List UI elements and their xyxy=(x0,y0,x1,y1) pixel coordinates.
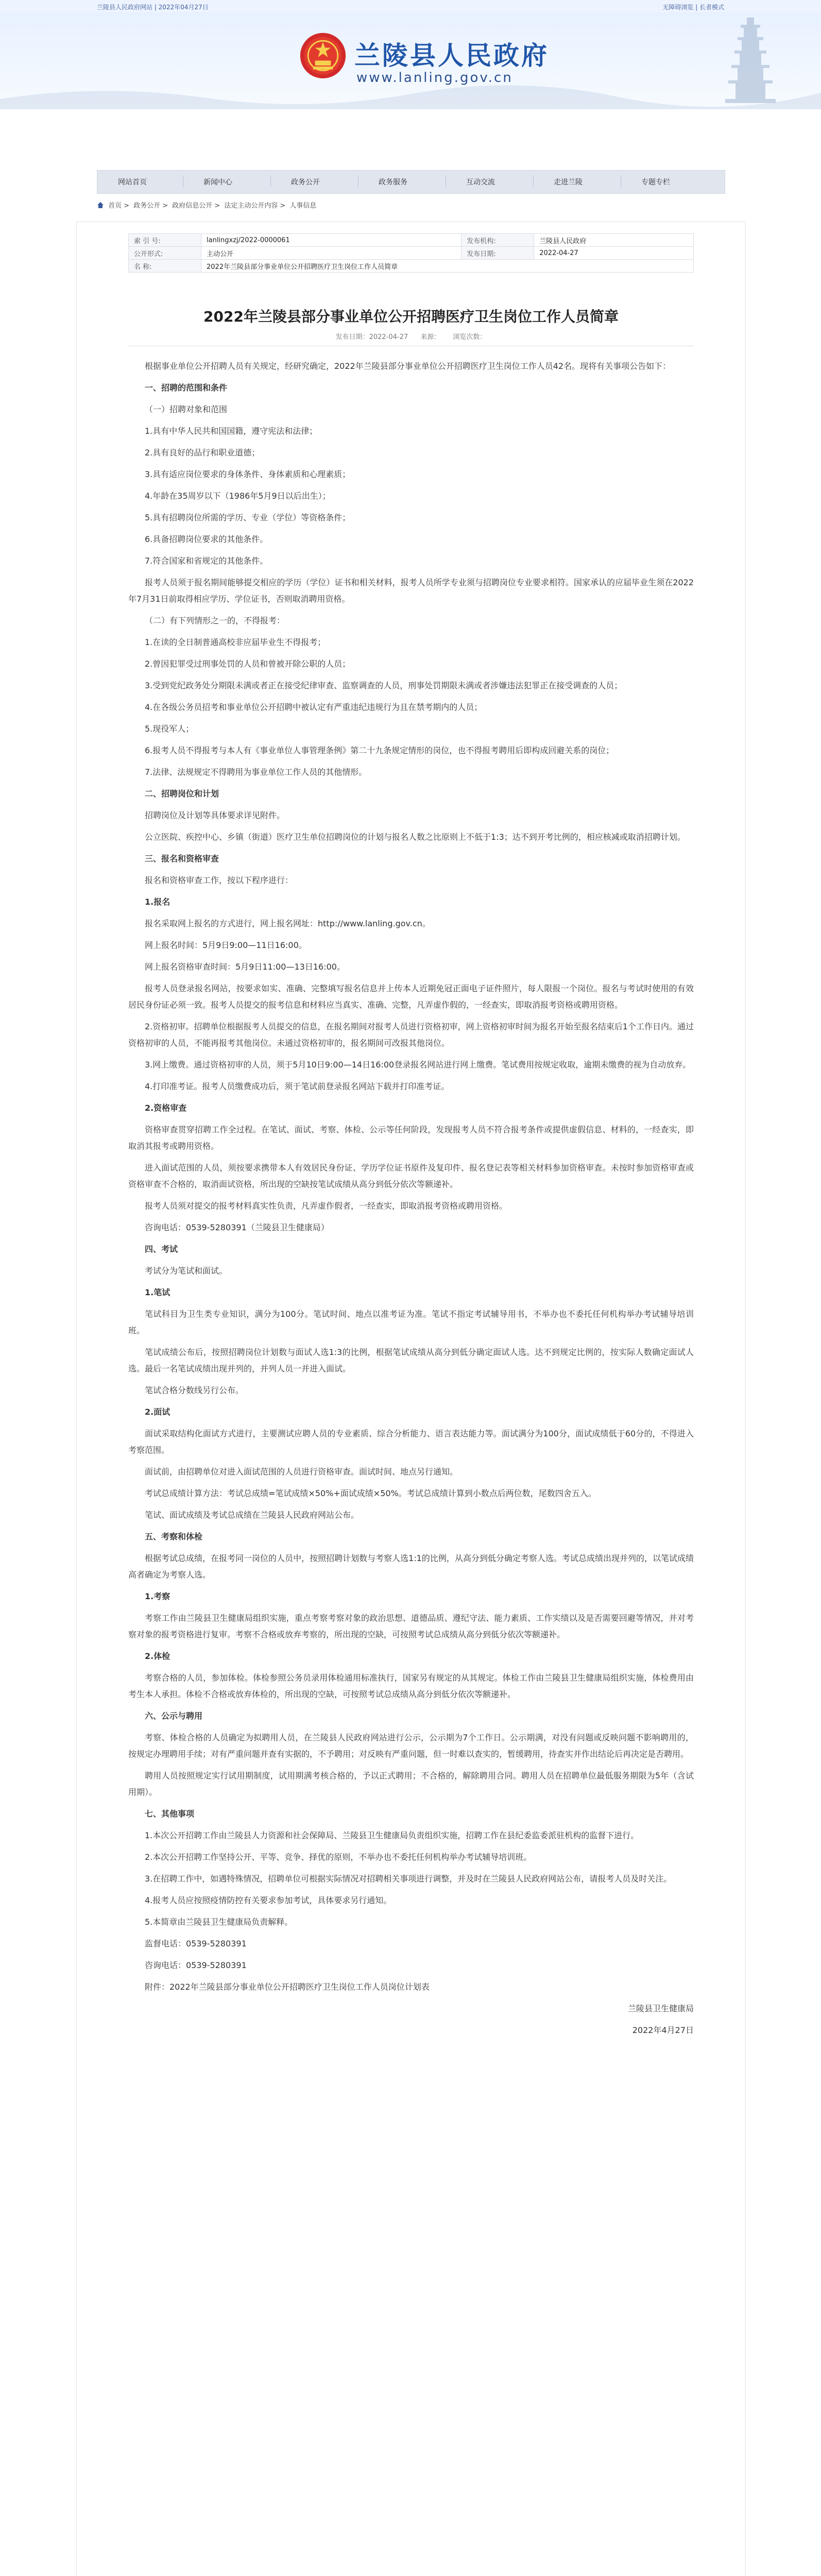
body-paragraph: 4.年龄在35周岁以下（1986年5月9日以后出生）； xyxy=(145,491,331,501)
body-paragraph: 3.具有适应岗位要求的身体条件、身体素质和心理素质； xyxy=(145,469,351,479)
meta-table xyxy=(128,233,694,273)
body-paragraph: 3.受到党纪政务处分期限未满或者正在接受纪律审查、监察调查的人员，刑事处罚期限未满或者涉嫌违法犯罪正在接受调查的人员； xyxy=(145,681,623,690)
nav-item-interaction[interactable]: 互动交流 xyxy=(466,178,495,187)
body-paragraph: 网上报名时间：5月9日9:00—11日16:00。 xyxy=(145,940,307,950)
meta-row xyxy=(129,234,694,247)
meta-key: 名 称: xyxy=(129,260,201,273)
nav-separator xyxy=(533,176,534,187)
body-paragraph: 3.网上缴费。通过资格初审的人员，须于5月10日9:00—14日16:00登录报名网站进行网上缴费。笔试费用按规定收取，逾期未缴费的视为自动放弃。 xyxy=(145,1060,691,1070)
body-paragraph: 面试采取结构化面试方式进行，主要测试应聘人员的专业素质、综合分析能力、语言表达能力等。面试满分为100分，面试成绩低于60分的，不得进入考察范围。 xyxy=(128,1429,694,1455)
body-paragraph: 2.曾因犯罪受过刑事处罚的人员和曾被开除公职的人员； xyxy=(145,659,351,669)
section-heading: 2.体检 xyxy=(145,1651,170,1661)
body-paragraph: 笔试、面试成绩及考试总成绩在兰陵县人民政府网站公布。 xyxy=(145,1510,360,1520)
body-paragraph: 报名采取网上报名的方式进行，网上报名网址：http://www.lanling.gov.cn。 xyxy=(145,919,431,928)
meta-value: 兰陵县人民政府 xyxy=(534,234,694,247)
breadcrumb-item[interactable]: 法定主动公开内容 xyxy=(224,202,278,210)
body-paragraph: 根据考试总成绩，在报考同一岗位的人员中，按照招聘计划数与考察人选1:1的比例，从高分到低分确定考察人选。考试总成绩出现并列的，以笔试成绩高者确定为考察人选。 xyxy=(128,1553,694,1580)
body-paragraph: 报考人员登录报名网站，按要求如实、准确、完整填写报名信息并上传本人近期免冠正面电子证件照片，每人限报一个岗位。报名与考试时使用的有效居民身份证必须一致。报考人员提交的报考信息和材料应当真实、准确、完整，凡弄虚作假的，一经查实，即取消报考资格或聘用资格。 xyxy=(128,984,694,1010)
meta-value: 主动公开 xyxy=(201,247,461,260)
article-source: 来源： xyxy=(420,333,441,341)
body-paragraph: 4.在各级公务员招考和事业单位公开招聘中被认定有严重违纪违规行为且在禁考期内的人员； xyxy=(145,702,483,712)
meta-key: 发布机构: xyxy=(461,234,534,247)
body-paragraph: 考察工作由兰陵县卫生健康局组织实施，重点考察考察对象的政治思想、道德品质、遵纪守法、能力素质、工作实绩以及是否需要回避等情况，并对考察对象的报考资格进行复审。考察不合格或放弃考察的，所出现的空缺，可按照考试总成绩从高分到低分依次等额递补。 xyxy=(128,1613,694,1639)
breadcrumb: 首页 > 政务公开 > 政府信息公开 > 法定主动公开内容 > 人事信息 xyxy=(97,200,724,213)
section-heading: 1.笔试 xyxy=(145,1287,170,1297)
body-paragraph: 咨询电话：0539-5280391（兰陵县卫生健康局） xyxy=(145,1223,329,1232)
body-paragraph: 2.本次公开招聘工作坚持公开、平等、竞争、择优的原则，不举办也不委托任何机构举办考试辅导培训班。 xyxy=(145,1852,532,1862)
article-info xyxy=(77,331,745,341)
meta-row xyxy=(129,247,694,260)
body-paragraph: 面试前，由招聘单位对进入面试范围的人员进行资格审查。面试时间、地点另行通知。 xyxy=(145,1467,458,1477)
body-paragraph: 2.具有良好的品行和职业道德； xyxy=(145,448,260,457)
body-paragraph: 报考人员须对提交的报考材料真实性负责，凡弄虚作假者，一经查实，即取消报考资格或聘用资格。 xyxy=(145,1201,508,1211)
body-paragraph: 5.现役军人； xyxy=(145,724,194,734)
top-strip xyxy=(0,0,821,13)
nav-item-gov-open[interactable]: 政务公开 xyxy=(291,178,320,187)
signature-line: 兰陵县卫生健康局 xyxy=(627,2004,694,2013)
body-paragraph: 附件：2022年兰陵县部分事业单位公开招聘医疗卫生岗位工作人员岗位计划表 xyxy=(145,1982,430,1992)
article-date: 发布日期：2022-04-27 xyxy=(335,333,408,341)
body-paragraph: （二）有下列情形之一的，不得报考： xyxy=(145,616,285,625)
top-strip-left: 兰陵县人民政府网站 | 2022年04月27日 xyxy=(97,4,209,11)
body-paragraph: 2.资格初审。招聘单位根据报考人员提交的信息，在报名期间对报考人员进行资格初审，网上资格初审时间为报名开始至报名结束后1个工作日内。通过资格初审的人员，不能再报考其他岗位。未通过资格初审的，报名期间可改报其他岗位。 xyxy=(128,1022,694,1048)
body-paragraph: 公立医院、疾控中心、乡镇（街道）医疗卫生单位招聘岗位的计划与报名人数之比原则上不低于1:3；达不到开考比例的，相应核减或取消招聘计划。 xyxy=(145,832,686,842)
nav-item-topics[interactable]: 专题专栏 xyxy=(641,178,670,187)
body-paragraph: 考察合格的人员，参加体检。体检参照公务员录用体检通用标准执行，国家另有规定的从其规定。体检工作由兰陵县卫生健康局组织实施，体检费用由考生本人承担。体检不合格或放弃体检的，所出现的空缺，可按照考试总成绩从高分到低分依次等额递补。 xyxy=(128,1673,694,1699)
article-container xyxy=(76,222,746,2576)
body-paragraph: 1.本次公开招聘工作由兰陵县人力资源和社会保障局、兰陵县卫生健康局负责组织实施，招聘工作在县纪委监委派驻机构的监督下进行。 xyxy=(145,1831,639,1840)
body-paragraph: 根据事业单位公开招聘人员有关规定，经研究确定，2022年兰陵县部分事业单位公开招聘医疗卫生岗位工作人员42名。现将有关事项公告如下： xyxy=(145,361,671,371)
body-paragraph: 聘用人员按照规定实行试用期制度，试用期满考核合格的，予以正式聘用；不合格的，解除聘用合同。聘用人员在招聘单位最低服务期限为5年（含试用期）。 xyxy=(128,1771,694,1797)
body-paragraph: （一）招聘对象和范围 xyxy=(145,404,228,414)
body-paragraph: 3.在招聘工作中，如遇特殊情况，招聘单位可根据实际情况对招聘相关事项进行调整，并及时在兰陵县人民政府网站公布，请报考人员及时关注。 xyxy=(145,1874,672,1884)
body-paragraph: 5.具有招聘岗位所需的学历、专业（学位）等资格条件； xyxy=(145,513,351,522)
meta-value: 2022-04-27 xyxy=(534,247,694,260)
body-paragraph: 7.法律、法规规定不得聘用为事业单位工作人员的其他情形。 xyxy=(145,767,367,777)
section-heading: 四、考试 xyxy=(145,1244,178,1254)
breadcrumb-item[interactable]: 人事信息 xyxy=(289,202,317,210)
body-paragraph: 4.报考人员应按照疫情防控有关要求参加考试，具体要求另行通知。 xyxy=(145,1895,392,1905)
section-heading: 2.资格审查 xyxy=(145,1103,187,1113)
body-paragraph: 6.报考人员不得报考与本人有《事业单位人事管理条例》第二十九条规定情形的岗位，也不得报考聘用后即构成回避关系的岗位； xyxy=(145,745,614,755)
section-heading: 2.面试 xyxy=(145,1407,170,1417)
section-heading: 1.考察 xyxy=(145,1591,170,1601)
meta-key: 索 引 号: xyxy=(129,234,201,247)
home-icon xyxy=(97,201,104,209)
signature-line: 2022年4月27日 xyxy=(632,2025,694,2035)
body-paragraph: 1.在读的全日制普通高校非应届毕业生不得报考； xyxy=(145,637,326,647)
section-heading: 五、考察和体检 xyxy=(145,1532,203,1541)
nav-separator xyxy=(270,176,271,187)
site-url: www.lanling.gov.cn xyxy=(356,70,513,86)
body-paragraph: 笔试科目为卫生类专业知识，满分为100分。笔试时间、地点以准考证为准。笔试不指定考试辅导用书，不举办也不委托任何机构举办考试辅导培训班。 xyxy=(128,1309,694,1335)
body-paragraph: 1.具有中华人民共和国国籍，遵守宪法和法律； xyxy=(145,426,318,436)
body-paragraph: 监督电话：0539-5280391 xyxy=(145,1939,247,1948)
meta-value: lanlingxzj/2022-0000061 xyxy=(201,234,461,247)
body-paragraph: 进入面试范围的人员，须按要求携带本人有效居民身份证、学历学位证书原件及复印件、报名登记表等相关材料参加资格审查。未按时参加资格审查或资格审查不合格的，取消面试资格，所出现的空缺按笔试成绩从高分到低分依次等额递补。 xyxy=(128,1163,694,1189)
section-heading: 二、招聘岗位和计划 xyxy=(145,789,219,799)
body-paragraph: 资格审查贯穿招聘工作全过程。在笔试、面试、考察、体检、公示等任何阶段，发现报考人员不符合报考条件或提供虚假信息、材料的，一经查实，即取消其报考或聘用资格。 xyxy=(128,1125,694,1151)
body-paragraph: 考试总成绩计算方法：考试总成绩=笔试成绩×50%+面试成绩×50%。考试总成绩计算到小数点后两位数，尾数四舍五入。 xyxy=(145,1488,596,1498)
body-paragraph: 7.符合国家和省规定的其他条件。 xyxy=(145,556,268,566)
section-heading: 1.报名 xyxy=(145,897,170,907)
site-header xyxy=(0,12,821,109)
body-paragraph: 报考人员须于报名期间能够提交相应的学历（学位）证书和相关材料，报考人员所学专业须与招聘岗位专业要求相符。国家承认的应届毕业生须在2022年7月31日前取得相应学历、学位证书，否则取消聘用资格。 xyxy=(128,578,694,604)
meta-value: 2022年兰陵县部分事业单位公开招聘医疗卫生岗位工作人员简章 xyxy=(201,260,694,273)
breadcrumb-item[interactable]: 政府信息公开 xyxy=(172,202,213,210)
nav-item-services[interactable]: 政务服务 xyxy=(379,178,407,187)
nav-item-about[interactable]: 走进兰陵 xyxy=(554,178,583,187)
hills-decoration xyxy=(0,78,821,109)
body-paragraph: 考试分为笔试和面试。 xyxy=(145,1266,228,1276)
main-nav xyxy=(97,170,725,194)
body-paragraph: 4.打印准考证。报考人员缴费成功后，须于笔试前登录报名网站下载并打印准考证。 xyxy=(145,1081,450,1091)
body-paragraph: 考察、体检合格的人员确定为拟聘用人员，在兰陵县人民政府网站进行公示，公示期为7个工作日。公示期满，对没有问题或反映问题不影响聘用的，按规定办理聘用手续；对有严重问题并查有实据的，不予聘用；对反映有严重问题，但一时难以查实的，暂缓聘用，待查实并作出结论后再决定是否聘用。 xyxy=(128,1733,694,1759)
article-title: 2022年兰陵县部分事业单位公开招聘医疗卫生岗位工作人员简章 xyxy=(203,308,619,325)
top-strip-right[interactable]: 无障碍浏览 | 长者模式 xyxy=(662,4,724,11)
meta-row xyxy=(129,260,694,273)
section-heading: 六、公示与聘用 xyxy=(145,1711,203,1721)
nav-item-home[interactable]: 网站首页 xyxy=(118,178,147,187)
national-emblem-icon xyxy=(298,31,348,80)
section-heading: 一、招聘的范围和条件 xyxy=(145,383,228,393)
article-views: 浏览次数： xyxy=(453,333,487,341)
body-paragraph: 笔试合格分数线另行公布。 xyxy=(145,1385,244,1395)
body-paragraph: 招聘岗位及计划等具体要求详见附件。 xyxy=(145,810,285,820)
meta-key: 公开形式: xyxy=(129,247,201,260)
site-name: 兰陵县人民政府 xyxy=(354,40,549,71)
section-heading: 三、报名和资格审查 xyxy=(145,854,219,863)
breadcrumb-item[interactable]: 首页 xyxy=(108,202,122,210)
body-paragraph: 咨询电话：0539-5280391 xyxy=(145,1960,247,1970)
body-paragraph: 6.具备招聘岗位要求的其他条件。 xyxy=(145,534,268,544)
section-heading: 七、其他事项 xyxy=(145,1809,195,1819)
nav-item-news[interactable]: 新闻中心 xyxy=(203,178,232,187)
body-paragraph: 报名和资格审查工作，按以下程序进行： xyxy=(145,875,294,885)
breadcrumb-item[interactable]: 政务公开 xyxy=(133,202,161,210)
article-body xyxy=(128,358,694,2044)
body-paragraph: 5.本简章由兰陵县卫生健康局负责解释。 xyxy=(145,1917,293,1927)
meta-key: 发布日期: xyxy=(461,247,534,260)
body-paragraph: 笔试成绩公布后，按照招聘岗位计划数与面试人选1:3的比例，根据笔试成绩从高分到低分确定面试人选。达不到规定比例的，按实际人数确定面试人选。最后一名笔试成绩出现并列的，并列人员一并进入面试。 xyxy=(128,1347,694,1374)
body-paragraph: 网上报名资格审查时间：5月9日11:00—13日16:00。 xyxy=(145,962,345,972)
